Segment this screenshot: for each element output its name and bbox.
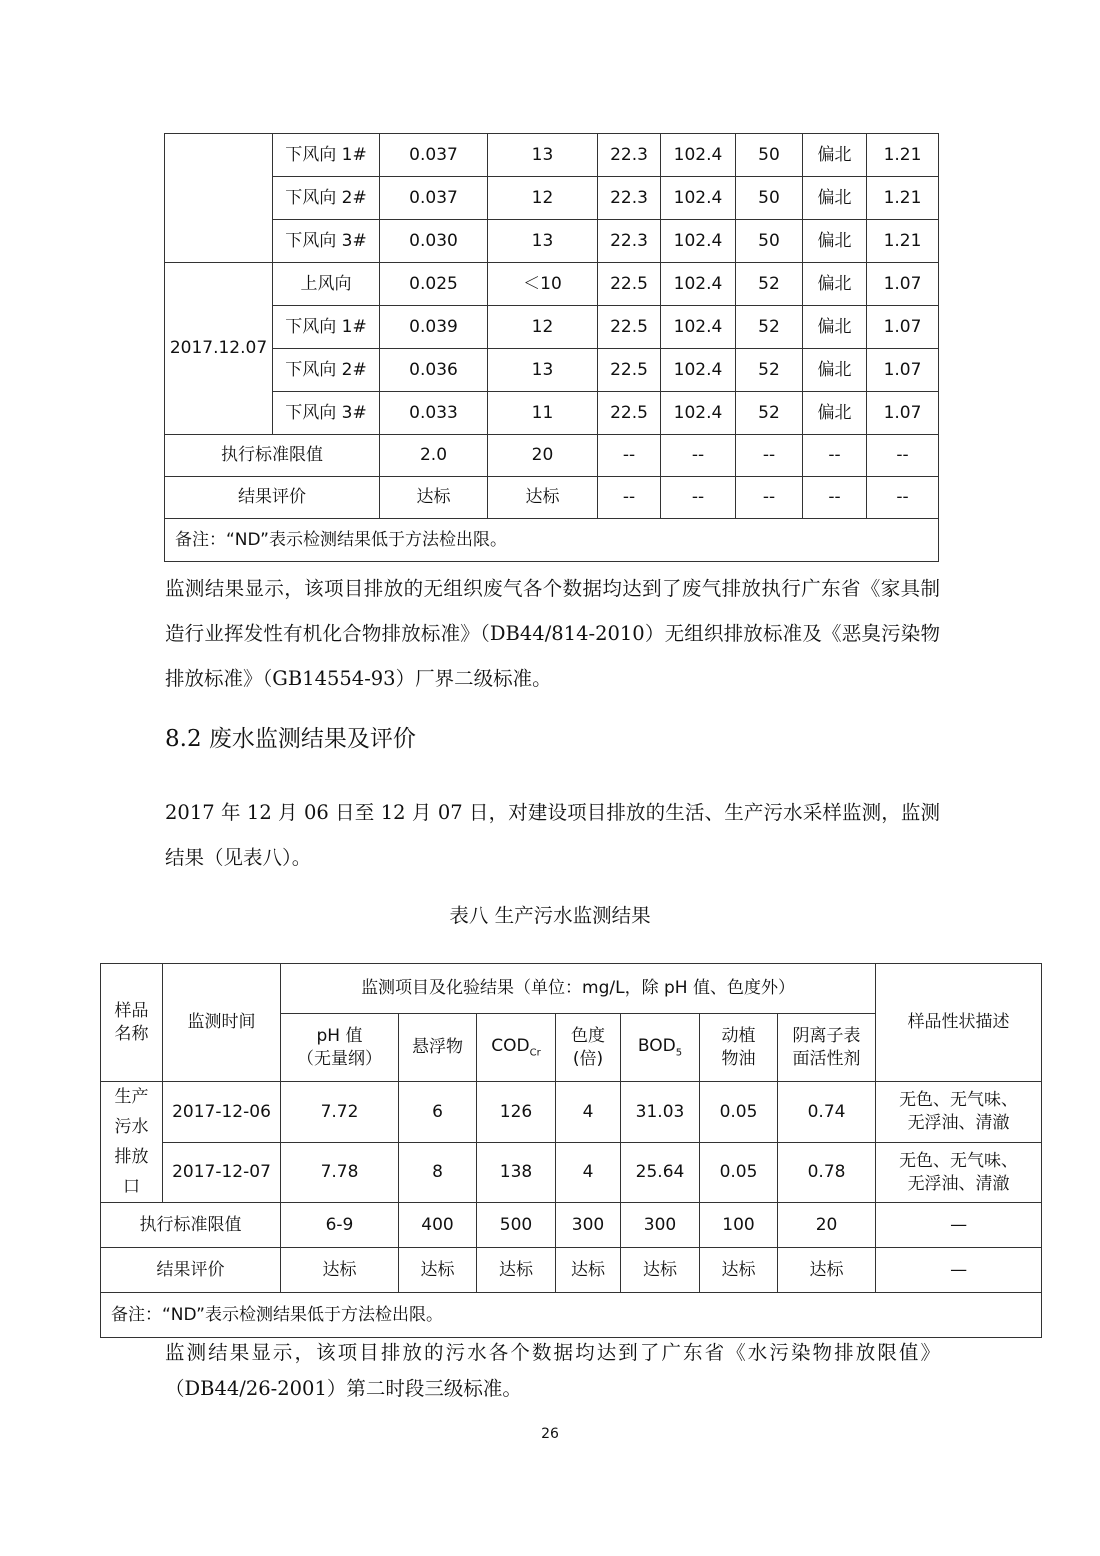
note-row bbox=[101, 1293, 1042, 1338]
value-cell: 0.037 bbox=[380, 134, 488, 177]
value-cell: — bbox=[876, 1203, 1042, 1248]
value-cell: 1.21 bbox=[867, 177, 939, 220]
sampling-point: 下风向 2# bbox=[273, 349, 380, 392]
header-sample-name bbox=[101, 964, 163, 1082]
value-cell: 20 bbox=[778, 1203, 876, 1248]
value-cell: -- bbox=[736, 477, 803, 519]
value-cell: 102.4 bbox=[661, 134, 736, 177]
header-ph-line2: （无量纲） bbox=[297, 1048, 382, 1069]
header-cod-sub: Cr bbox=[529, 1047, 541, 1059]
value-cell: 6 bbox=[399, 1082, 477, 1143]
value-cell: 1.07 bbox=[867, 263, 939, 306]
header-color-line1: 色度 bbox=[571, 1025, 605, 1046]
evaluation-row bbox=[101, 1248, 1042, 1293]
value-cell: 11 bbox=[488, 392, 598, 435]
sample-cell bbox=[101, 1082, 163, 1203]
table-row bbox=[165, 349, 939, 392]
value-cell: 1.21 bbox=[867, 220, 939, 263]
header-ss: 悬浮物 bbox=[399, 1014, 477, 1082]
value-cell: 偏北 bbox=[803, 306, 867, 349]
sampling-point: 下风向 1# bbox=[273, 306, 380, 349]
value-cell: 达标 bbox=[556, 1248, 621, 1293]
value-cell: 2017-12-06 bbox=[163, 1082, 281, 1143]
value-cell: 12 bbox=[488, 177, 598, 220]
value-cell: 300 bbox=[556, 1203, 621, 1248]
value-cell: 偏北 bbox=[803, 220, 867, 263]
description-line: 无色、无气味、 bbox=[899, 1090, 1019, 1111]
description-line: 无浮油、清澈 bbox=[907, 1113, 1010, 1133]
value-cell: 0.033 bbox=[380, 392, 488, 435]
sampling-point: 下风向 3# bbox=[273, 392, 380, 435]
note-row bbox=[165, 519, 939, 562]
value-cell: 13 bbox=[488, 220, 598, 263]
value-cell: -- bbox=[803, 435, 867, 477]
header-las bbox=[778, 1014, 876, 1082]
value-cell: 102.4 bbox=[661, 392, 736, 435]
value-cell: 20 bbox=[488, 435, 598, 477]
standard-row bbox=[165, 435, 939, 477]
value-cell: 达标 bbox=[281, 1248, 399, 1293]
value-cell: 50 bbox=[736, 134, 803, 177]
value-cell: 达标 bbox=[621, 1248, 700, 1293]
value-cell: 13 bbox=[488, 134, 598, 177]
value-cell: 400 bbox=[399, 1203, 477, 1248]
value-cell: 0.025 bbox=[380, 263, 488, 306]
table-note: 备注：“ND”表示检测结果低于方法检出限。 bbox=[165, 519, 939, 562]
value-cell: 达标 bbox=[477, 1248, 556, 1293]
table-caption: 表八 生产污水监测结果 bbox=[449, 904, 651, 927]
value-cell: — bbox=[876, 1248, 1042, 1293]
value-cell: 22.3 bbox=[598, 134, 661, 177]
paragraph-air-result: 监测结果显示，该项目排放的无组织废气各个数据均达到了废气排放执行广东省《家具制造行业挥发性有机化合物排放标准》（DB44/814-2010）无组织排放标准及《恶臭污染物排放标准》（GB14554-93）厂界二级标准。 bbox=[165, 577, 940, 690]
value-cell: 50 bbox=[736, 220, 803, 263]
value-cell: 52 bbox=[736, 392, 803, 435]
header-time: 监测时间 bbox=[163, 964, 281, 1082]
table-row bbox=[165, 134, 939, 177]
value-cell: -- bbox=[867, 477, 939, 519]
value-cell: 达标 bbox=[778, 1248, 876, 1293]
value-cell: 0.78 bbox=[778, 1143, 876, 1203]
table-row bbox=[165, 177, 939, 220]
table-row bbox=[165, 220, 939, 263]
value-cell: 12 bbox=[488, 306, 598, 349]
value-cell: -- bbox=[803, 477, 867, 519]
value-cell: 102.4 bbox=[661, 220, 736, 263]
header-cod-text: COD bbox=[491, 1036, 530, 1057]
value-cell: 2.0 bbox=[380, 435, 488, 477]
value-cell: 偏北 bbox=[803, 263, 867, 306]
table-row bbox=[165, 306, 939, 349]
air-monitoring-table bbox=[164, 133, 939, 562]
value-cell: 102.4 bbox=[661, 177, 736, 220]
section-heading: 8.2 废水监测结果及评价 bbox=[165, 726, 416, 752]
value-cell: 22.5 bbox=[598, 349, 661, 392]
row-label: 结果评价 bbox=[165, 477, 380, 519]
value-cell: 4 bbox=[556, 1082, 621, 1143]
description-cell bbox=[876, 1143, 1042, 1203]
header-group: 监测项目及化验结果（单位：mg/L，除 pH 值、色度外） bbox=[281, 964, 876, 1014]
value-cell: 0.74 bbox=[778, 1082, 876, 1143]
value-cell: 0.05 bbox=[700, 1082, 778, 1143]
date-cell: 2017.12.07 bbox=[165, 263, 273, 435]
description-line: 无浮油、清澈 bbox=[907, 1173, 1010, 1194]
value-cell: 300 bbox=[621, 1203, 700, 1248]
value-cell: ＜10 bbox=[488, 263, 598, 306]
header-description: 样品性状描述 bbox=[876, 964, 1042, 1082]
value-cell: 4 bbox=[556, 1143, 621, 1203]
value-cell: 52 bbox=[736, 349, 803, 392]
value-cell: -- bbox=[736, 435, 803, 477]
sample-name: 生产污水排放口 bbox=[114, 1087, 149, 1197]
value-cell: 偏北 bbox=[803, 392, 867, 435]
value-cell: 达标 bbox=[399, 1248, 477, 1293]
value-cell: 0.05 bbox=[700, 1143, 778, 1203]
value-cell: 0.039 bbox=[380, 306, 488, 349]
header-bod bbox=[621, 1014, 700, 1082]
value-cell: 2017-12-07 bbox=[163, 1143, 281, 1203]
value-cell: -- bbox=[661, 435, 736, 477]
value-cell: 22.5 bbox=[598, 263, 661, 306]
header-color-line2: (倍) bbox=[572, 1048, 604, 1069]
value-cell: 0.030 bbox=[380, 220, 488, 263]
value-cell: 22.5 bbox=[598, 392, 661, 435]
table-row bbox=[165, 392, 939, 435]
table-row bbox=[101, 1143, 1042, 1203]
value-cell: 偏北 bbox=[803, 134, 867, 177]
value-cell: 52 bbox=[736, 263, 803, 306]
row-label: 执行标准限值 bbox=[101, 1203, 281, 1248]
value-cell: 500 bbox=[477, 1203, 556, 1248]
value-cell: 50 bbox=[736, 177, 803, 220]
value-cell: 偏北 bbox=[803, 177, 867, 220]
header-bod-sub: 5 bbox=[675, 1047, 683, 1059]
header-ph-line1: pH 值 bbox=[316, 1025, 363, 1046]
header-las-text: 阴离子表面活性剂 bbox=[792, 1025, 861, 1069]
value-cell: 22.3 bbox=[598, 177, 661, 220]
value-cell: 31.03 bbox=[621, 1082, 700, 1143]
value-cell: 102.4 bbox=[661, 263, 736, 306]
value-cell: 1.07 bbox=[867, 392, 939, 435]
value-cell: 25.64 bbox=[621, 1143, 700, 1203]
table-row bbox=[165, 263, 939, 306]
header-row bbox=[101, 964, 1042, 1014]
value-cell: -- bbox=[598, 477, 661, 519]
value-cell: 1.07 bbox=[867, 306, 939, 349]
value-cell: -- bbox=[867, 435, 939, 477]
sampling-point: 下风向 3# bbox=[273, 220, 380, 263]
value-cell: -- bbox=[661, 477, 736, 519]
table-row bbox=[101, 1082, 1042, 1143]
value-cell: 100 bbox=[700, 1203, 778, 1248]
value-cell: 102.4 bbox=[661, 306, 736, 349]
row-label: 执行标准限值 bbox=[165, 435, 380, 477]
header-bod-text: BOD bbox=[637, 1036, 676, 1057]
value-cell: 0.036 bbox=[380, 349, 488, 392]
value-cell: 126 bbox=[477, 1082, 556, 1143]
sampling-point: 下风向 1# bbox=[273, 134, 380, 177]
sampling-point: 上风向 bbox=[273, 263, 380, 306]
value-cell: 7.78 bbox=[281, 1143, 399, 1203]
value-cell: 13 bbox=[488, 349, 598, 392]
value-cell: 7.72 bbox=[281, 1082, 399, 1143]
description-line: 无色、无气味、 bbox=[899, 1150, 1019, 1171]
water-monitoring-table bbox=[100, 963, 1042, 1338]
header-sample-name-text: 样品名称 bbox=[114, 1000, 149, 1044]
value-cell: 22.5 bbox=[598, 306, 661, 349]
description-cell bbox=[876, 1082, 1042, 1143]
value-cell: 22.3 bbox=[598, 220, 661, 263]
value-cell: 52 bbox=[736, 306, 803, 349]
value-cell: 1.21 bbox=[867, 134, 939, 177]
header-oil-text: 动植物油 bbox=[721, 1025, 756, 1069]
header-color bbox=[556, 1014, 621, 1082]
value-cell: 6-9 bbox=[281, 1203, 399, 1248]
value-cell: -- bbox=[598, 435, 661, 477]
row-label: 结果评价 bbox=[101, 1248, 281, 1293]
value-cell: 138 bbox=[477, 1143, 556, 1203]
date-cell-empty bbox=[165, 134, 273, 263]
page-number: 26 bbox=[541, 1426, 559, 1442]
header-cod bbox=[477, 1014, 556, 1082]
header-oil bbox=[700, 1014, 778, 1082]
paragraph-water-intro: 2017 年 12 月 06 日至 12 月 07 日，对建设项目排放的生活、生产污水采样监测，监测结果（见表八）。 bbox=[165, 801, 940, 869]
value-cell: 8 bbox=[399, 1143, 477, 1203]
value-cell: 达标 bbox=[380, 477, 488, 519]
table-note: 备注：“ND”表示检测结果低于方法检出限。 bbox=[101, 1293, 1042, 1338]
standard-row bbox=[101, 1203, 1042, 1248]
evaluation-row bbox=[165, 477, 939, 519]
header-ph bbox=[281, 1014, 399, 1082]
value-cell: 102.4 bbox=[661, 349, 736, 392]
value-cell: 0.037 bbox=[380, 177, 488, 220]
value-cell: 偏北 bbox=[803, 349, 867, 392]
paragraph-water-result: 监测结果显示，该项目排放的污水各个数据均达到了广东省《水污染物排放限值》（DB44/26-2001）第二时段三级标准。 bbox=[165, 1341, 940, 1400]
value-cell: 达标 bbox=[488, 477, 598, 519]
value-cell: 1.07 bbox=[867, 349, 939, 392]
value-cell: 达标 bbox=[700, 1248, 778, 1293]
sampling-point: 下风向 2# bbox=[273, 177, 380, 220]
